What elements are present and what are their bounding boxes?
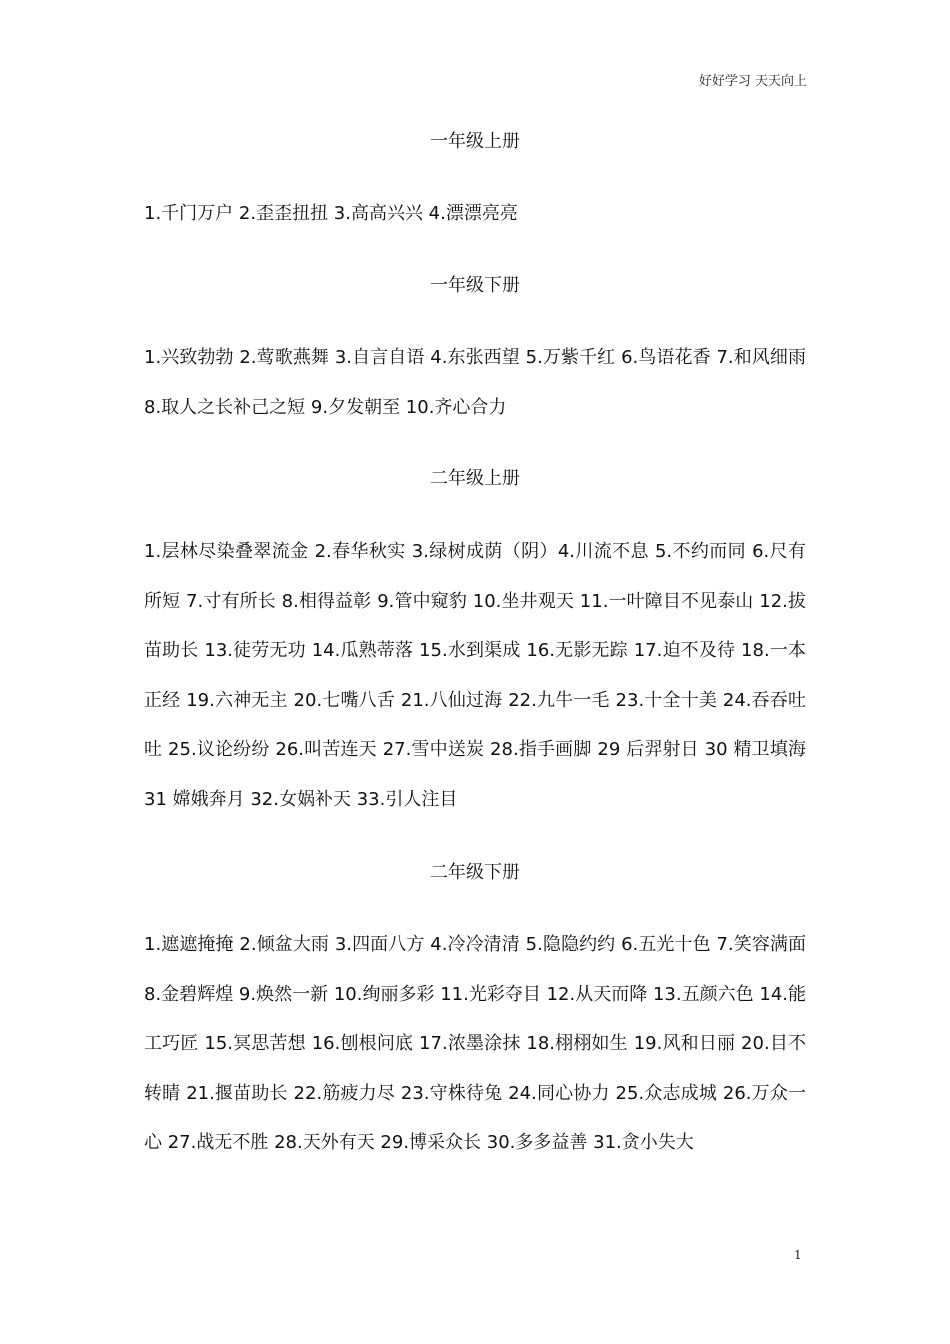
section-title-grade2-vol1: 二年级上册 [430,468,520,489]
section-content-grade1-vol1: 1.千门万户 2.歪歪扭扭 3.高高兴兴 4.漂漂亮亮 [144,203,518,224]
section-content-grade2-vol2: 1.遮遮掩掩 2.倾盆大雨 3.四面八方 4.冷冷清清 5.隐隐约约 6.五光十色 7.笑容满面 8.金碧辉煌 9.焕然一新 10.绚丽多彩 11.光彩夺目 12.从天而降 13.五颜六色 14.能工巧匠 15.冥思苦想 16.刨根问底 17.浓墨涂抹 18.栩栩如生 19.风和日丽 20.目不转睛 21.揠苗助长 22.筋疲力尽 23.守株待兔 24.同心协力 25.众志成城 26.万众一心 27.战无不胜 28.天外有天 29.博采众长 30.多多益善 31.贪小失大 [144,934,806,1153]
section-title-grade1-vol1: 一年级上册 [430,131,520,152]
section-title-grade2-vol2: 二年级下册 [430,862,520,883]
page-number: 1 [794,1248,802,1262]
header-motto: 好好学习 天天向上 [698,74,807,89]
section-title-grade1-vol2: 一年级下册 [430,275,520,296]
section-content-grade2-vol1: 1.层林尽染叠翠流金 2.春华秋实 3.绿树成荫（阴）4.川流不息 5.不约而同 6.尺有所短 7.寸有所长 8.相得益彰 9.管中窥豹 10.坐井观天 11.一叶障目不见泰山 12.拔苗助长 13.徒劳无功 14.瓜熟蒂落 15.水到渠成 16.无影无踪 17.迫不及待 18.一本正经 19.六神无主 20.七嘴八舌 21.八仙过海 22.九牛一毛 23.十全十美 24.吞吞吐吐 25.议论纷纷 26.叫苦连天 27.雪中送炭 28.指手画脚 29 后羿射日 30 精卫填海 31 嫦娥奔月 32.女娲补天 33.引人注目 [144,541,806,810]
section-content-grade1-vol2: 1.兴致勃勃 2.莺歌燕舞 3.自言自语 4.东张西望 5.万紫千红 6.鸟语花香 7.和风细雨 8.取人之长补己之短 9.夕发朝至 10.齐心合力 [144,347,806,418]
